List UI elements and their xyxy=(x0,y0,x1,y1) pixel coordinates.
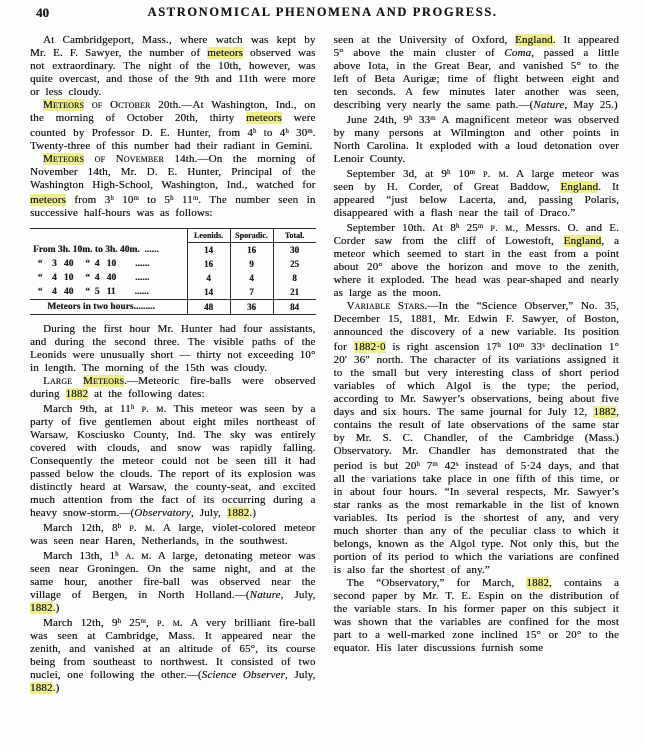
table-header-row xyxy=(30,229,316,243)
row-period: From 3h. 10m. to 3h. 40m. ...... xyxy=(33,244,159,255)
paragraph-cambridgeport: At Cambridgeport, Mass., where watch was kept by Mr. E. F. Sawyer, the number of meteors observed was not extraordinary. The night of the 10th, however, was quite overcast, and those of the 9th and 11th were more or less cloudy. xyxy=(30,34,316,98)
row-leonids: 14 xyxy=(187,285,230,300)
row-total: 30 xyxy=(273,243,316,258)
paragraph-june-24: June 24th, 9$^h$ 33$^m$ A magnificent meteor was observed by many persons at Wilmington and other points in North Carolina. It exploded with a loud detonation over Lenoir County. xyxy=(333,114,619,166)
two-column-body xyxy=(0,25,645,695)
row-total: 8 xyxy=(273,271,316,285)
row-period: “ 4 10 “ 4 40 ...... xyxy=(33,273,150,284)
footer-label: Meteors in two hours......... xyxy=(30,300,187,315)
paragraph-meteors-november: Meteors of November 14th.—On the morning of November 14th, Mr. D. E. Hunter, Principal of the Washington High-School, Washington, Ind., watched for meteors from 3$^h$ 10$^m$ to 5$^h$ 11$^m$. The number seen in successive half-hours was as follows: xyxy=(30,153,316,220)
row-total: 21 xyxy=(273,285,316,300)
table-header-empty xyxy=(30,229,187,243)
table-row xyxy=(30,243,316,258)
row-leonids: 4 xyxy=(187,271,230,285)
row-leonids: 14 xyxy=(187,243,230,258)
paragraph-observatory-espin: The “Observatory,” for March, 1882, contains a second paper by Mr. T. E. Espin on the distribution of the variable stars. In his former paper on this subject it was shown that the variables are confined for the most part to a well-marked zone inclined 15° or 20° to the equator. His later discussions furnish some xyxy=(333,577,620,655)
table-header-sporadic: Sporadic. xyxy=(230,229,273,243)
row-period: “ 3 40 “ 4 10 ...... xyxy=(33,259,150,270)
row-sporadic: 7 xyxy=(230,285,273,300)
paragraph-march-13: March 13th, 1$^h$ a. m. A large, detonating meteor was seen near Groningen. On the same night, and at the same hour, another fire-ball was observed near the village of Bergen, in North Holland.—(Nature, July, 1882.) xyxy=(30,550,316,615)
paragraph-march-9: March 9th, at 11$^h$ p. m. This meteor was seen by a party of five gentlemen about eight miles northeast of Warsaw, Kosciusko County, Ind. The sky was entirely covered with clouds, and snow was rapidly falling. Consequently the meteor could not be seen till it had passed below the clouds. The report of its explosion was distinctly heard at Warsaw, the county-seat, and excited much attention from the fact of its occurring during a heavy snow-storm.—(Observatory, July, 1882.) xyxy=(30,403,316,520)
paragraph-assistants: During the first hour Mr. Hunter had four assistants, and during the second three. The visible paths of the Leonids were unusually short — thirty not exceeding 10° in length. The morning of the 15th was cloudy. xyxy=(30,323,316,375)
table-row xyxy=(30,257,316,271)
table-row xyxy=(30,271,316,285)
row-sporadic: 16 xyxy=(230,243,273,258)
table-row xyxy=(30,285,316,300)
left-column xyxy=(30,34,316,695)
row-sporadic: 4 xyxy=(230,271,273,285)
meteor-count-table-wrap xyxy=(30,228,316,315)
footer-sporadic: 36 xyxy=(230,300,273,315)
journal-title: ASTRONOMICAL PHENOMENA AND PROGRESS. xyxy=(147,5,498,19)
row-period: “ 4 40 “ 5 11 ...... xyxy=(33,287,149,298)
paragraph-september-3: September 3d, at 9$^h$ 10$^m$ p. m. A large meteor was seen by H. Corder, of Great Baddow, England. It appeared “just below Lacerta, and, passing Polaris, disappeared with a flash near the tail of Draco.” xyxy=(333,168,619,220)
footer-total: 84 xyxy=(273,300,316,315)
row-sporadic: 9 xyxy=(230,257,273,271)
row-leonids: 16 xyxy=(187,257,230,271)
paragraph-september-10: September 10th. At 8$^h$ 25$^m$ p. m., Messrs. O. and E. Corder saw from the cliff of Lowestoft, England, a meteor which seemed to start in the east from a point about 20° above the horizon and move to the zenith, where it exploded. The head was pear-shaped and nearly as large as the moon. xyxy=(333,222,619,300)
paragraph-large-meteors: Large Meteors.—Meteoric fire-balls were observed during 1882 at the following dates: xyxy=(30,375,316,401)
paragraph-oxford-continuation: seen at the University of Oxford, England. It appeared 5° above the main cluster of Coma, passed a little above Iota, in the Great Bear, and vanished 5° to the left of Beta Aurigæ; time of flight between eight and ten seconds. A few minutes later another was seen, describing very nearly the same path.—(Nature, May 25.) xyxy=(333,34,619,111)
row-total: 25 xyxy=(273,257,316,271)
page-header xyxy=(0,0,645,25)
table-header-total: Total. xyxy=(273,229,316,243)
meteor-count-table xyxy=(30,228,316,315)
footer-leonids: 48 xyxy=(187,300,230,315)
paragraph-march-12-cambridge: March 12th, 9$^h$ 25$^m$, p. m. A very brilliant fire-ball was seen at Cambridge, Mass. It appeared near the zenith, and vanished at an altitude of 65°, its course being from southeast to northwest. It consisted of two nuclei, one following the other.—(Science Observer, July, 1882.) xyxy=(30,617,316,695)
table-header-leonids: Leonids. xyxy=(187,229,230,243)
paragraph-meteors-october: Meteors of October 20th.—At Washington, Ind., on the morning of October 20th, thirty meteors were counted by Professor D. E. Hunter, from 4$^h$ to 4$^h$ 30$^m$. Twenty-three of this number had their radiant in Gemini. xyxy=(30,99,316,153)
paragraph-variable-stars: Variable Stars.—In the “Science Observer,” No. 35, December 15, 1881, Mr. Edwin F. Sawyer, of Boston, announced the discovery of a new variable. Its position for 1882·0 is right ascension 17$^h$ 10$^m$ 33$^s$ declination 1° 20′ 36″ north. The character of its variations assigned it to the small but very interesting class of short period variables of which Algol is the type; the period, according to Mr. Sawyer’s observations, being about five days and six hours. The same journal for July 12, 1882, contains the result of late observations of the same star by Mr. S. C. Chandler, of the Cambridge (Mass.) Observatory. Mr. Chandler has demonstrated that the period is but 20$^h$ 7$^m$ 42$^s$ instead of 5·24 days, and that all the variations take place in one fifth of this time, or in about four hours. “In several respects, Mr. Sawyer’s star ranks as the most remarkable in the list of known variables. Its period is the shortest of any, and very much shorter than any of the peculiar class to which it belongs, known as the Algol type. Not only this, but the portion of its period to which the variations are confined is also far the shortest of any.” xyxy=(333,300,619,577)
right-column xyxy=(334,34,620,695)
page-number: 40 xyxy=(36,5,49,20)
table-footer-row xyxy=(30,300,316,315)
paragraph-march-12-haren: March 12th, 8$^h$ p. m. A large, violet-colored meteor was seen near Haren, Netherlands, in the southwest. xyxy=(30,522,316,548)
